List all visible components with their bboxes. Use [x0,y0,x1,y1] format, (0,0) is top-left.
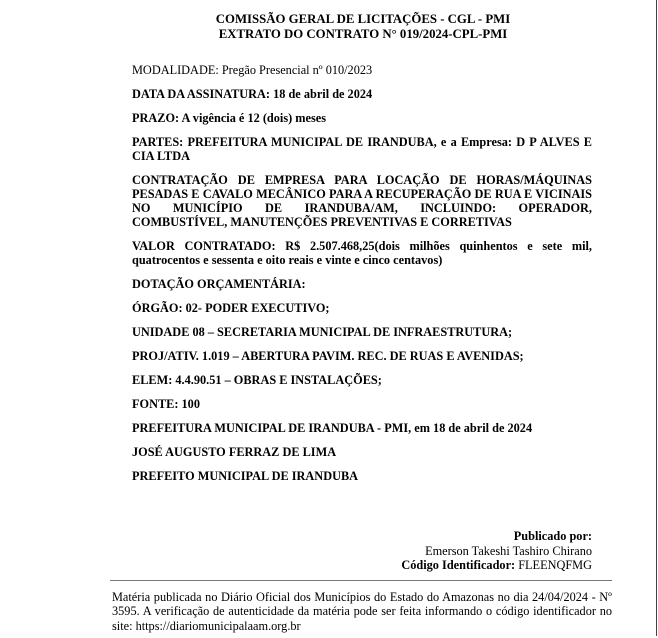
dotacao-orcamentaria: DOTAÇÃO ORÇAMENTÁRIA: [132,277,306,291]
published-by-label: Publicado por: [513,529,592,543]
objeto: CONTRATAÇÃO DE EMPRESA PARA LOCAÇÃO DE HORAS/MÁQUINAS PESADAS E CAVALO MECÂNICO PARA A RECUPERAÇÃO DE RUA E VICINAIS NO MUNICÍPIO DE IRANDUBA/AM, INCLUINDO: OPERADOR, COMBUSTÍVEL, MANUTENÇÕES PREVENTIVAS E CORRETIVAS [132,173,592,229]
fonte: FONTE: 100 [132,397,200,411]
data-assinatura: DATA DA ASSINATURA: 18 de abril de 2024 [132,87,373,101]
publication-footer: Matéria publicada no Diário Oficial dos Municípios do Estado do Amazonas no dia 24/04/2024 - Nº 3595. A verificação de autenticidade da matéria pode ser feita informando o código identificador no site: https://diariomunicipalaam.org.br [112,590,612,633]
contract-extract-body [132,63,592,493]
partes: PARTES: PREFEITURA MUNICIPAL DE IRANDUBA, e a Empresa: D P ALVES E CIA LTDA [132,135,592,163]
cargo: PREFEITO MUNICIPAL DE IRANDUBA [132,469,359,483]
identifier-code: FLEENQFMG [518,558,592,572]
identifier-label: Código Identificador: [401,558,516,572]
prazo: PRAZO: A vigência é 12 (dois) meses [132,111,326,125]
proj-ativ: PROJ/ATIV. 1.019 – ABERTURA PAVIM. REC. DE RUAS E AVENIDAS; [132,349,524,363]
page-border [656,0,657,636]
valor-contratado: VALOR CONTRATADO: R$ 2.507.468,25(dois milhões quinhentos e sete mil, quatrocentos e sessenta e oito reais e vinte e cinco centavos) [132,239,592,267]
footer-divider [110,580,612,581]
header-title-line1: COMISSÃO GERAL DE LICITAÇÕES - CGL - PMI [215,12,511,26]
signatario: JOSÉ AUGUSTO FERRAZ DE LIMA [132,445,337,459]
unidade: UNIDADE 08 – SECRETARIA MUNICIPAL DE INFRAESTRUTURA; [132,325,513,339]
local-data: PREFEITURA MUNICIPAL DE IRANDUBA - PMI, em 18 de abril de 2024 [132,421,533,435]
header-title-line2: EXTRATO DO CONTRATO N° 019/2024-CPL-PMI [218,27,508,41]
modalidade: MODALIDADE: Pregão Presencial nº 010/2023 [132,63,373,77]
identifier-line [401,558,592,573]
publisher-name: Emerson Takeshi Tashiro Chirano [425,543,592,558]
publication-block [401,529,592,573]
document-header [0,12,658,42]
elemento: ELEM: 4.4.90.51 – OBRAS E INSTALAÇÕES; [132,373,382,387]
orgao: ÓRGÃO: 02- PODER EXECUTIVO; [132,301,330,315]
